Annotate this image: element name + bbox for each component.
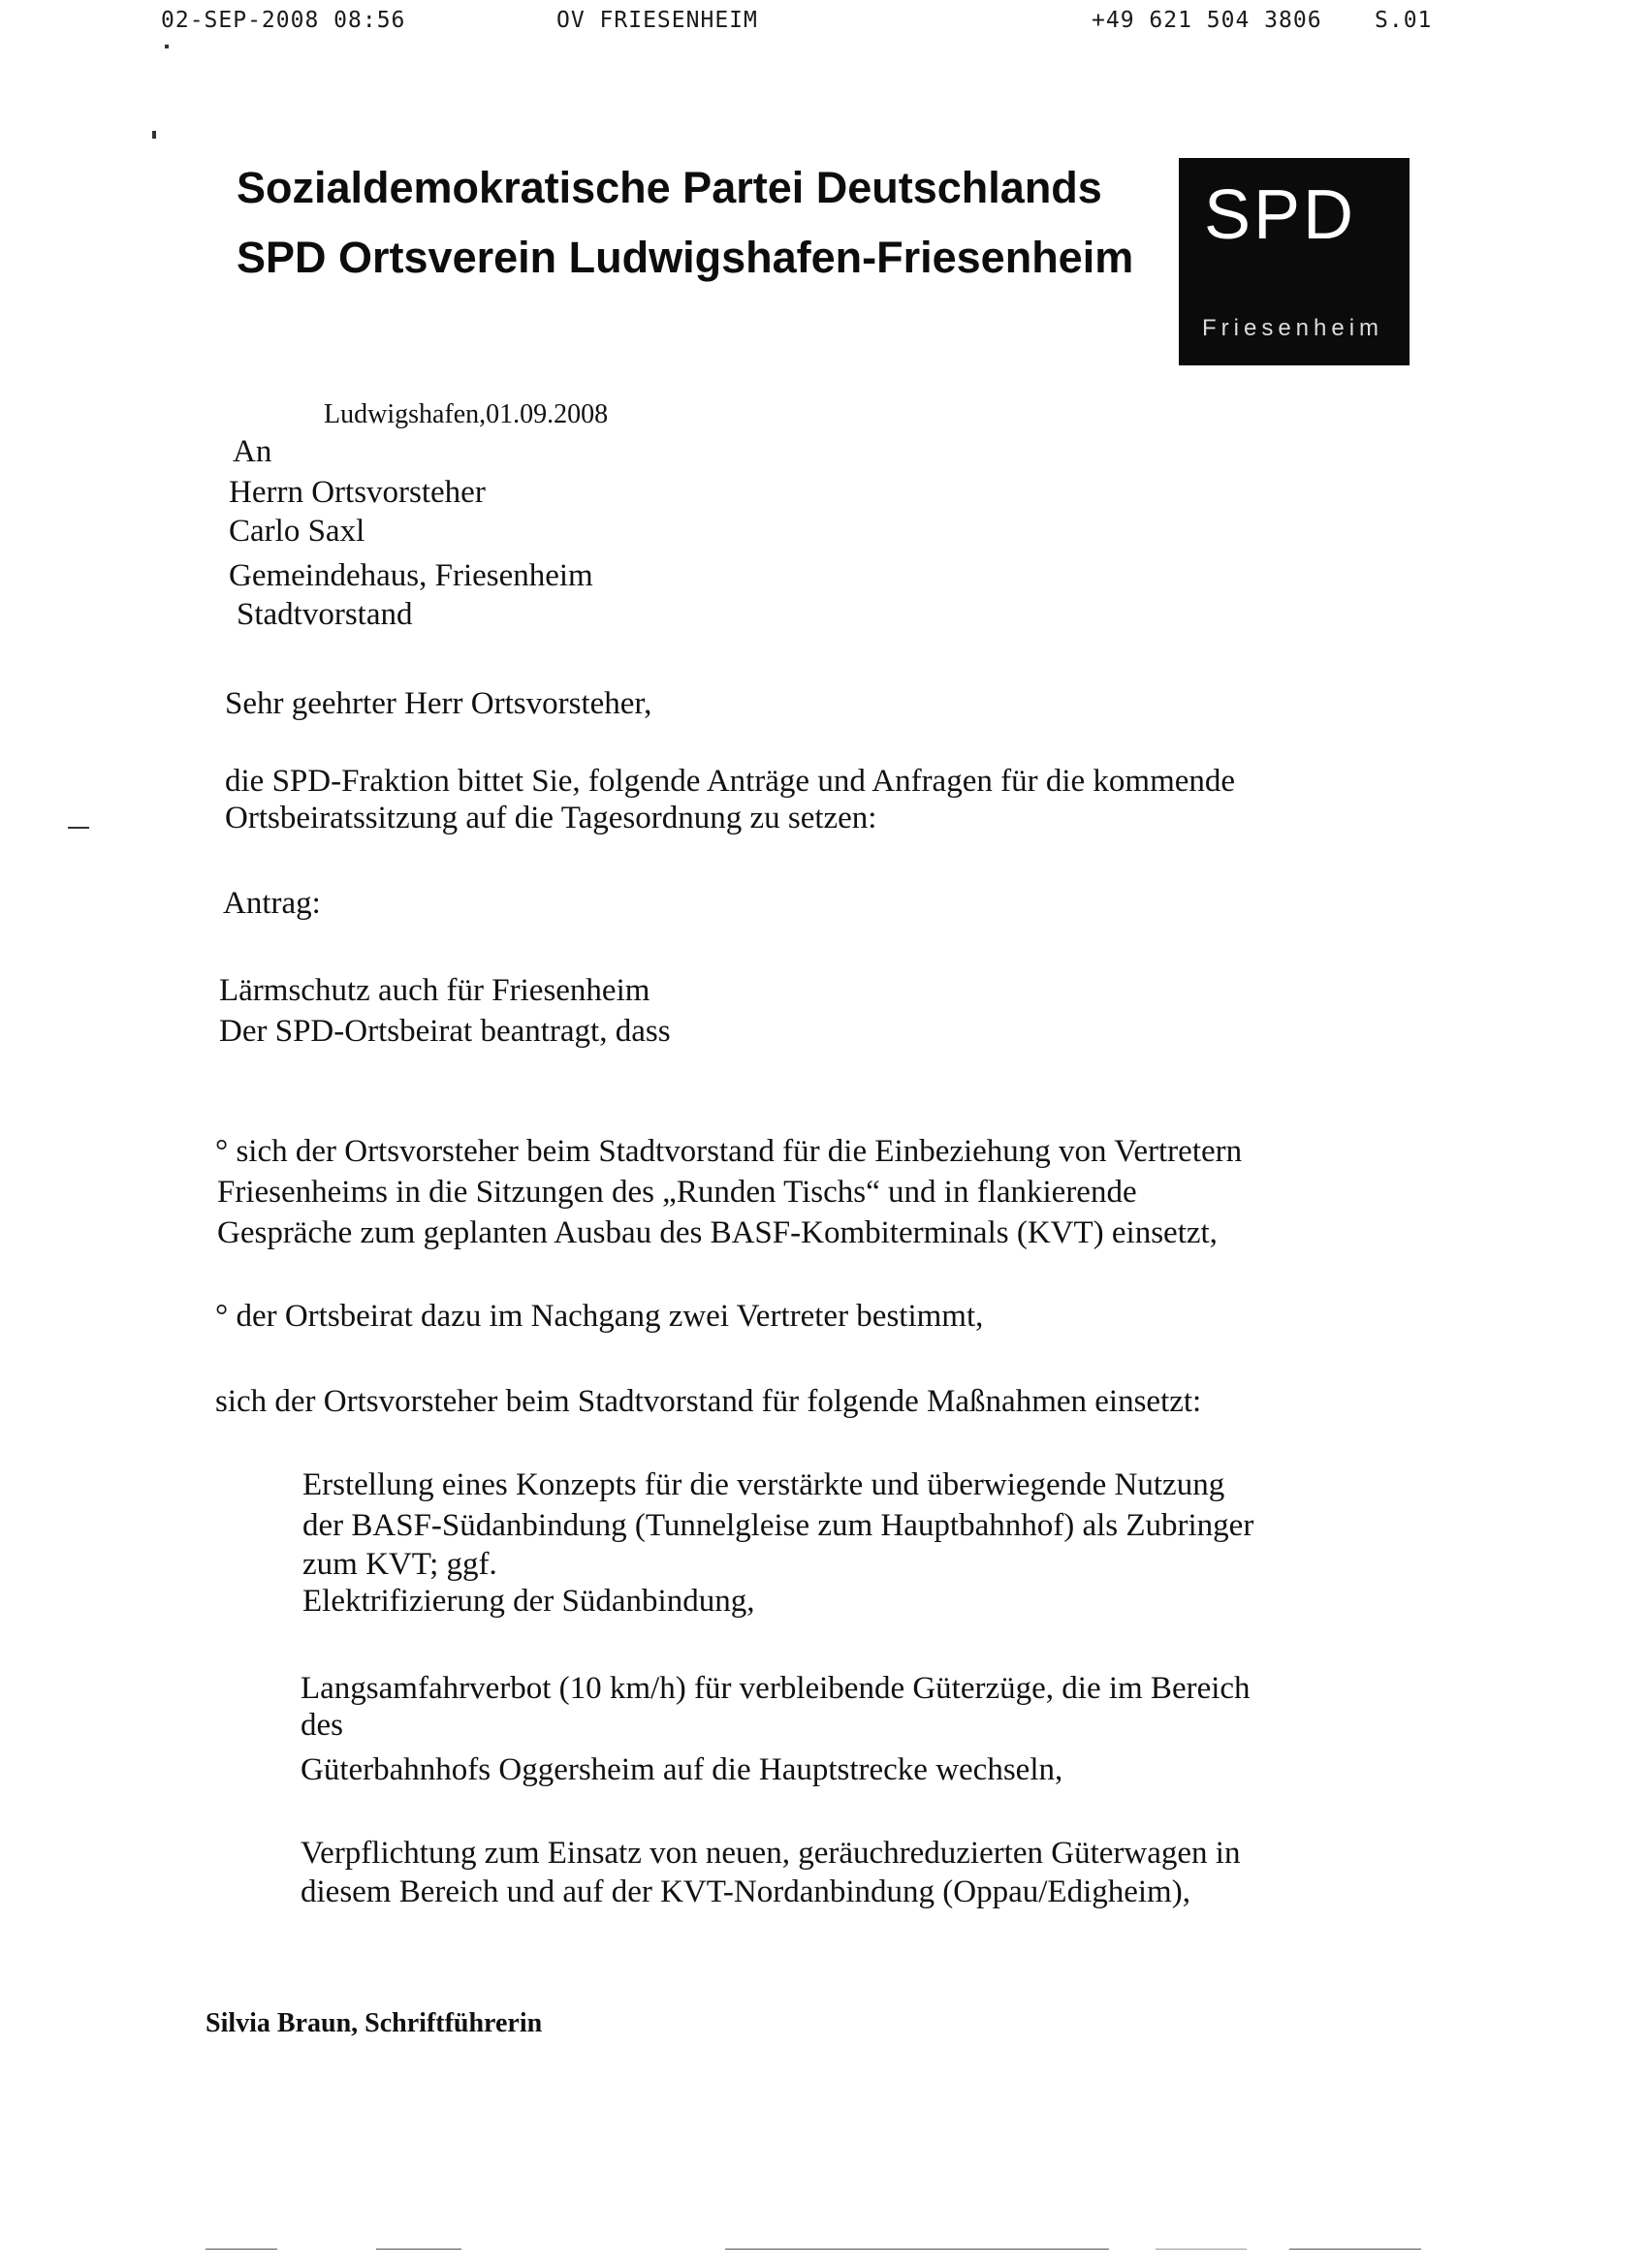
measures-intro: sich der Ortsvorsteher beim Stadtvorstand für folgende Maßnahmen einsetzt: — [215, 1384, 1202, 1419]
measure-line: Langsamfahrverbot (10 km/h) für verbleibende Güterzüge, die im Bereich — [301, 1671, 1251, 1706]
intro-line: die SPD-Fraktion bittet Sie, folgende Anträge und Anfragen für die kommende — [225, 764, 1236, 799]
motion-title: Lärmschutz auch für Friesenheim — [219, 973, 650, 1008]
address-line: Herrn Ortsvorsteher — [229, 475, 486, 510]
letterhead-ortsverein: SPD Ortsverein Ludwigshafen-Friesenheim — [237, 233, 1134, 282]
letter-date: Ludwigshafen,01.09.2008 — [324, 399, 609, 429]
motion-intro: Der SPD-Ortsbeirat beantragt, dass — [219, 1014, 671, 1049]
spd-logo-text: SPD — [1204, 176, 1357, 254]
scan-edge-line — [1156, 2249, 1247, 2250]
address-line: An — [233, 434, 272, 469]
letterhead-party-name: Sozialdemokratische Partei Deutschlands — [237, 163, 1102, 212]
bullet-line: Friesenheims in die Sitzungen des „Runden Tischs“ und in flankierende — [217, 1175, 1137, 1210]
address-line: Carlo Saxl — [229, 514, 365, 549]
scan-speck — [152, 131, 156, 139]
scan-speck — [68, 827, 89, 829]
bullet-line: Gespräche zum geplanten Ausbau des BASF-Kombiterminals (KVT) einsetzt, — [217, 1215, 1218, 1250]
spd-logo — [1179, 158, 1410, 365]
fax-sender: OV FRIESENHEIM — [556, 8, 758, 33]
measure-line: Güterbahnhofs Oggersheim auf die Hauptstrecke wechseln, — [301, 1752, 1063, 1787]
fax-phone: +49 621 504 3806 — [1092, 8, 1322, 33]
scan-edge-line — [725, 2249, 1109, 2250]
scan-edge-line — [376, 2249, 461, 2250]
scan-speck — [165, 45, 169, 48]
bullet-line: ° sich der Ortsvorsteher beim Stadtvorstand für die Einbeziehung von Vertretern — [215, 1134, 1243, 1169]
fax-datetime: 02-SEP-2008 08:56 — [161, 8, 406, 33]
address-line: Gemeindehaus, Friesenheim — [229, 558, 593, 593]
intro-line: Ortsbeiratssitzung auf die Tagesordnung zu setzen: — [225, 801, 877, 835]
measure-line: Elektrifizierung der Südanbindung, — [302, 1584, 755, 1619]
salutation: Sehr geehrter Herr Ortsvorsteher, — [225, 686, 652, 721]
scan-edge-line — [206, 2249, 277, 2250]
antrag-label: Antrag: — [223, 886, 321, 921]
measure-line: des — [301, 1708, 343, 1743]
fax-page-number: S.01 — [1375, 8, 1433, 33]
bullet-line: ° der Ortsbeirat dazu im Nachgang zwei Vertreter bestimmt, — [215, 1299, 984, 1334]
address-line: Stadtvorstand — [237, 597, 413, 632]
scan-edge-line — [1289, 2249, 1421, 2250]
measure-line: zum KVT; ggf. — [302, 1547, 497, 1582]
signature-line: Silvia Braun, Schriftführerin — [206, 2008, 543, 2038]
measure-line: Erstellung eines Konzepts für die verstärkte und überwiegende Nutzung — [302, 1467, 1225, 1502]
measure-line: der BASF-Südanbindung (Tunnelgleise zum Hauptbahnhof) als Zubringer — [302, 1508, 1254, 1543]
spd-logo-subtitle: Friesenheim — [1202, 315, 1384, 341]
measure-line: Verpflichtung zum Einsatz von neuen, geräuchreduzierten Güterwagen in — [301, 1836, 1241, 1871]
measure-line: diesem Bereich und auf der KVT-Nordanbindung (Oppau/Edigheim), — [301, 1874, 1190, 1909]
